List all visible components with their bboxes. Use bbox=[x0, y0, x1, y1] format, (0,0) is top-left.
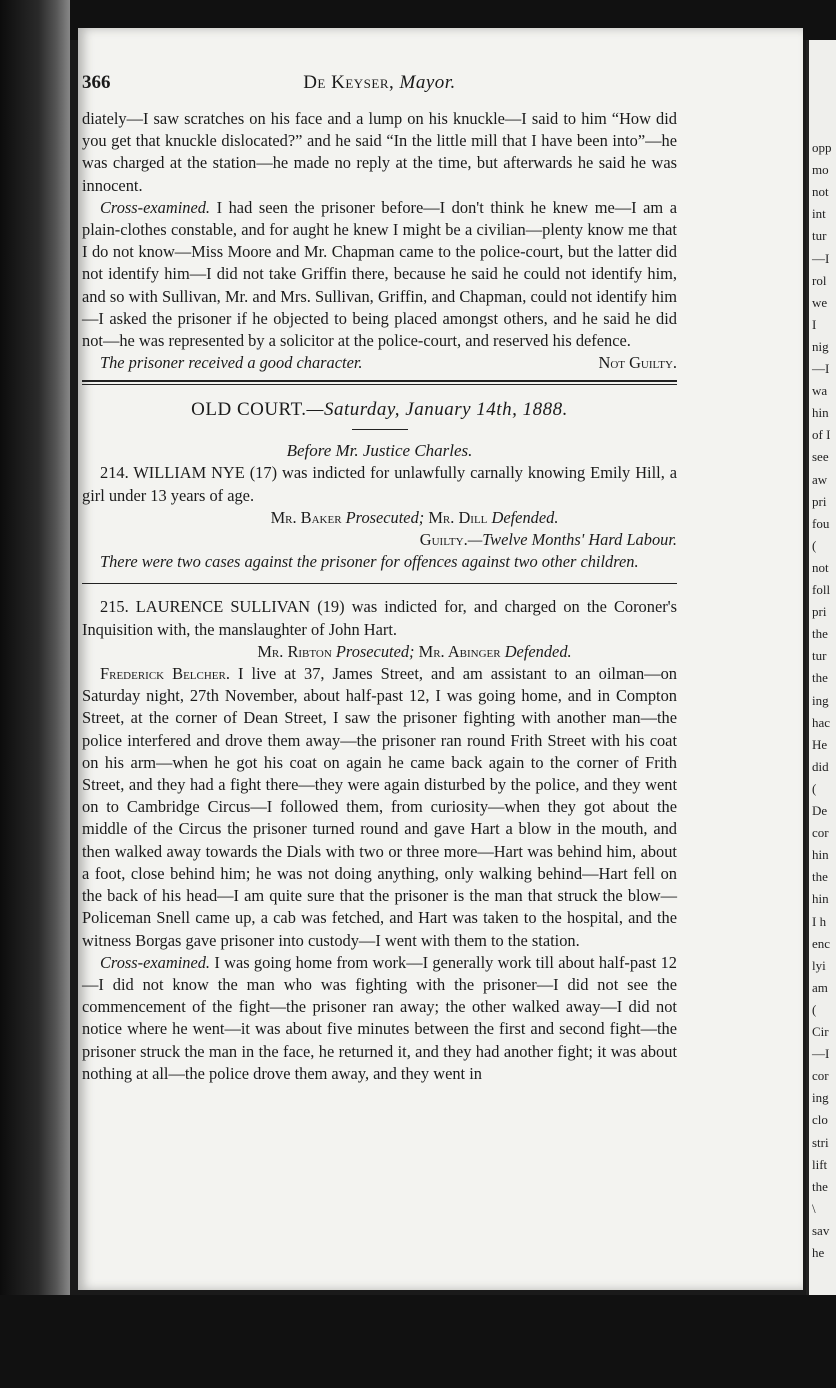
session-heading bbox=[82, 399, 677, 421]
facing-page-fragment: —I bbox=[812, 250, 830, 266]
facing-page-fragment: pri bbox=[812, 604, 827, 620]
facing-page-fragment: the bbox=[812, 1178, 828, 1194]
facing-page-fragment: pri bbox=[812, 493, 827, 509]
witness-name: Frederick Belcher. bbox=[100, 664, 230, 684]
facing-page-fragment: we bbox=[812, 294, 828, 310]
verdict-not-guilty: Not Guilty. bbox=[598, 353, 677, 373]
facing-page-fragment: Cir bbox=[812, 1024, 829, 1039]
facing-page-fragment: lyi bbox=[812, 957, 826, 973]
facing-page-fragment: clo bbox=[812, 1112, 828, 1128]
facing-page-fragment: am bbox=[812, 979, 828, 995]
facing-page-fragment: ing bbox=[812, 1090, 829, 1106]
court-name: OLD COURT. bbox=[191, 399, 307, 421]
facing-page-fragment: opp bbox=[812, 140, 832, 155]
facing-page-fragment: aw bbox=[812, 471, 828, 487]
facing-page-fragment: int bbox=[812, 206, 826, 222]
case-214-number-name: 214. WILLIAM NYE (17) bbox=[100, 463, 278, 483]
facing-page-fragment: rol bbox=[812, 272, 827, 288]
facing-page-fragment: \ bbox=[812, 1200, 816, 1216]
case-divider bbox=[82, 583, 677, 584]
short-rule bbox=[352, 429, 408, 430]
case-215-witness-testimony: Frederick Belcher. I live at 37, James Street, and am assistant to an oilman—on Saturday night, 27th November, about half-past 12, I was going home, and in Compton Street, at the corner of Dean Street, I saw the prisoner fighting with another man—the police interfered and drove them away—the prisoner ran round Frith Street with his coat on his arm—when he got his coat on again he came back again to the corner of Frith Street, and they had a fight there—they were again disturbed by the police, and they went on to Cambridge Circus—I followed them, from curiosity—when they got about the middle of the Circus the prisoner turned round and gave Hart a blow in the mouth, and then walked away towards the Dials with two or three more—Hart was behind him, about a foot, close behind him; he was not doing anything, only walking behind—Hart fell on the back of his head—I am quite sure that the prisoner is the man that struck the blow—Policeman Snell came up, a cab was fetched, and Hart was taken to the hospital, and the witness Borgas gave prisoner into custody—I went with them to the station. bbox=[82, 664, 677, 950]
facing-page-fragment: stri bbox=[812, 1134, 829, 1150]
running-head bbox=[82, 72, 677, 94]
judge-line: Before Mr. Justice Charles. bbox=[286, 441, 473, 461]
facing-page-fragment: the bbox=[812, 626, 828, 642]
facing-page-fragment: cor bbox=[812, 1068, 829, 1084]
facing-page-fragment: fou bbox=[812, 515, 830, 531]
case-214-verdict: Guilty.—Twelve Months' Hard Labour. bbox=[419, 530, 677, 550]
facing-page-fragment: He bbox=[812, 736, 828, 752]
facing-page-fragment: not bbox=[812, 559, 829, 575]
character-note: The prisoner received a good character. bbox=[100, 353, 363, 373]
facing-page-fragment: mo bbox=[812, 162, 829, 178]
case-215-indictment: 215. LAURENCE SULLIVAN (19) was indicted for, and charged on the Coroner's Inquisition with, the manslaughter of John Hart. bbox=[82, 597, 678, 639]
facing-page-fragment: wa bbox=[812, 383, 828, 399]
facing-page-fragment: hin bbox=[812, 891, 829, 907]
facing-page-fragment: hac bbox=[812, 714, 831, 730]
cross-examined-label: Cross-examined. bbox=[100, 197, 211, 217]
case-215-counsel: Mr. Ribton Prosecuted; Mr. Abinger Defended. bbox=[257, 641, 572, 661]
previous-case-outcome bbox=[82, 352, 677, 374]
case-214-counsel: Mr. Baker Prosecuted; Mr. Dill Defended. bbox=[270, 507, 559, 527]
facing-page-fragment: did bbox=[812, 758, 829, 774]
book-binding-shadow bbox=[0, 0, 70, 1388]
running-head-title: Mayor. bbox=[399, 72, 456, 93]
session-date: —Saturday, January 14th, 1888. bbox=[306, 399, 568, 421]
facing-page-fragment: hin bbox=[812, 847, 829, 863]
running-head-name: De Keyser, bbox=[303, 72, 395, 93]
facing-page-fragment: he bbox=[812, 1245, 825, 1260]
facing-page-fragment: cor bbox=[812, 825, 829, 841]
facing-page-fragment: ing bbox=[812, 692, 829, 708]
facing-page-fragment: see bbox=[812, 449, 829, 465]
facing-page-fragment: ( bbox=[812, 1001, 817, 1017]
case-214-indictment: 214. WILLIAM NYE (17) was indicted for unlawfully carnally knowing Emily Hill, a girl under 13 years of age. bbox=[82, 463, 678, 505]
facing-page-fragment: sav bbox=[812, 1222, 830, 1238]
previous-case-testimony: diately—I saw scratches on his face and a lump on his knuckle—I said to him “How did you get that knuckle dislocated?” and he said “In the little mill that I have been into”—he was charged at the station—he made no reply at the time, but afterwards he said he was innocent. bbox=[82, 109, 677, 195]
facing-page-fragment: nig bbox=[812, 338, 829, 354]
facing-page-fragment: ( bbox=[812, 537, 817, 553]
facing-page-fragment: the bbox=[812, 869, 828, 885]
facing-page-fragment: the bbox=[812, 670, 828, 686]
facing-page-fragment: hin bbox=[812, 405, 829, 421]
facing-page-edge bbox=[806, 40, 836, 1295]
facing-page-fragment: —I bbox=[812, 361, 830, 376]
facing-page-fragment: foll bbox=[812, 582, 831, 597]
facing-page-fragment: tur bbox=[812, 648, 827, 664]
page-header bbox=[82, 72, 677, 108]
facing-page-fragment: De bbox=[812, 803, 828, 818]
facing-page-fragment: ( bbox=[812, 780, 817, 796]
facing-page-fragment: —I bbox=[812, 1046, 830, 1062]
facing-page-fragment: enc bbox=[812, 935, 831, 951]
previous-case-cross-examination: Cross-examined. I had seen the prisoner before—I don't think he knew me—I am a plain-clothes constable, and for aught he knew I might be a civilian—plenty know me that I do not know—Miss Moore and Mr. Chapman came to the police-court, but the latter did not identify him—I did not take Griffin there, because he said he could not identify him, and so with Sullivan, Mr. and Mrs. Sullivan, Griffin, and Chapman, could not identify him—I asked the prisoner if he objected to being placed amongst others, and he said he did not—he was represented by a solicitor at the police-court, and reserved his defence. bbox=[82, 197, 677, 351]
facing-page-fragment: lift bbox=[812, 1156, 828, 1172]
facing-page-fragment: not bbox=[812, 184, 829, 200]
facing-page-fragment: of I bbox=[812, 427, 831, 443]
case-215-cross-examination: Cross-examined. I was going home from work—I generally work till about half-past 12—I did not know the man who was fighting with the prisoner—I did not see the commencement of the fight—the prisoner ran away; the other walked away—I did not notice where he went—it was about five minutes between the first and second fight—the prisoner struck the man in the face, he returned it, and they had another fight; it was about nothing at all—the police drove them away, and they went in bbox=[82, 952, 677, 1083]
page-number: 366 bbox=[82, 72, 111, 93]
case-215-number-name: 215. LAURENCE SULLIVAN (19) bbox=[100, 597, 345, 617]
section-divider bbox=[82, 380, 677, 385]
case-214-note: There were two cases against the prisoner for offences against two other children. bbox=[100, 552, 639, 572]
facing-page-fragment: tur bbox=[812, 228, 827, 244]
facing-page-fragment: I h bbox=[812, 913, 827, 929]
cross-examined-label: Cross-examined. bbox=[100, 952, 211, 972]
facing-page-fragment: I bbox=[812, 316, 817, 332]
scan-border-bottom bbox=[0, 1295, 836, 1388]
page-content bbox=[82, 72, 677, 1085]
